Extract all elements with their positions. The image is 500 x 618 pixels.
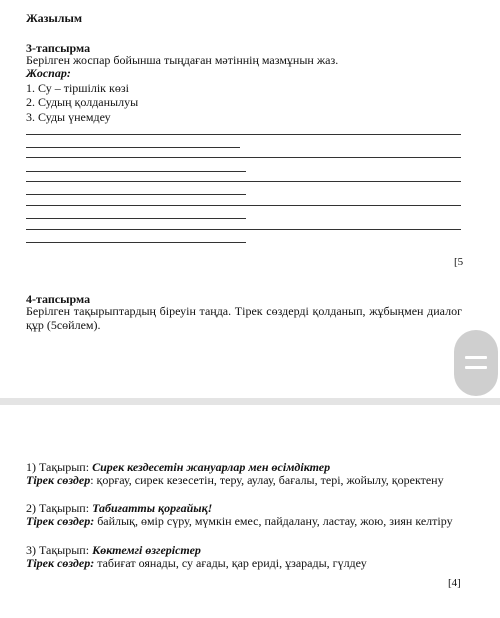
plan-item-1: 1. Су – тіршілік көзі <box>26 81 129 95</box>
writing-line[interactable] <box>26 218 246 219</box>
topic-2-keywords <box>26 515 462 529</box>
topic-2-title: Табиғатты қорғайық! <box>92 501 213 515</box>
plan-item-2: 2. Судың қолданылуы <box>26 95 139 109</box>
scroll-menu-button[interactable] <box>454 330 498 396</box>
keywords-label: Тірек сөздер <box>26 473 91 487</box>
topic-2-prefix: 2) Тақырып: <box>26 501 93 515</box>
menu-icon <box>465 356 487 359</box>
writing-line[interactable] <box>26 194 246 195</box>
writing-line[interactable] <box>26 171 246 172</box>
writing-line[interactable] <box>26 205 461 206</box>
writing-line[interactable] <box>26 147 240 148</box>
writing-line[interactable] <box>26 242 246 243</box>
topic-3-keywords <box>26 557 367 570</box>
task3-title: 3-тапсырма <box>26 41 91 55</box>
plan-item-3: 3. Суды үнемдеу <box>26 110 111 124</box>
task3-instruction: Берілген жоспар бойынша тыңдаған мәтіннің мазмұнын жаз. <box>26 53 339 67</box>
keywords-label: Тірек сөздер: <box>26 514 95 528</box>
topic-3-title: Көктемгі өзгерістер <box>92 543 201 557</box>
keywords-text: : қорғау, сирек кезесетін, теру, аулау, бағалы, тері, жойылу, қоректену <box>90 473 444 487</box>
task4-title: 4-тапсырма <box>26 292 91 306</box>
score-mark: [5 <box>454 256 464 268</box>
plan-label: Жоспар: <box>26 66 71 80</box>
keywords-label: Тірек сөздер: <box>26 556 95 570</box>
topic-1-keywords <box>26 474 462 488</box>
menu-icon <box>465 366 487 369</box>
writing-line[interactable] <box>26 157 461 158</box>
topic-3-prefix: 3) Тақырып: <box>26 543 93 557</box>
page-gap <box>0 398 500 405</box>
topic-1-title: Сирек кездесетін жануарлар мен өсімдіктер <box>92 460 331 474</box>
task4-instruction: Берілген тақырыптардың біреуін таңда. Тірек сөздерді қолданып, жұбыңмен диалог құр (5сөйлем). <box>26 304 462 332</box>
topic-1-prefix: 1) Тақырып: <box>26 460 93 474</box>
score-mark: [4] <box>448 577 461 589</box>
section-heading: Жазылым <box>26 11 83 25</box>
writing-line[interactable] <box>26 181 461 182</box>
writing-line[interactable] <box>26 134 461 135</box>
keywords-text: табиғат оянады, су ағады, қар ериді, ұзарады, гүлдеу <box>94 556 367 570</box>
worksheet-page-2 <box>0 405 500 618</box>
keywords-text: байлық, өмір сүру, мүмкін емес, пайдалану, ластау, жою, зиян келтіру <box>94 514 453 528</box>
writing-line[interactable] <box>26 229 461 230</box>
